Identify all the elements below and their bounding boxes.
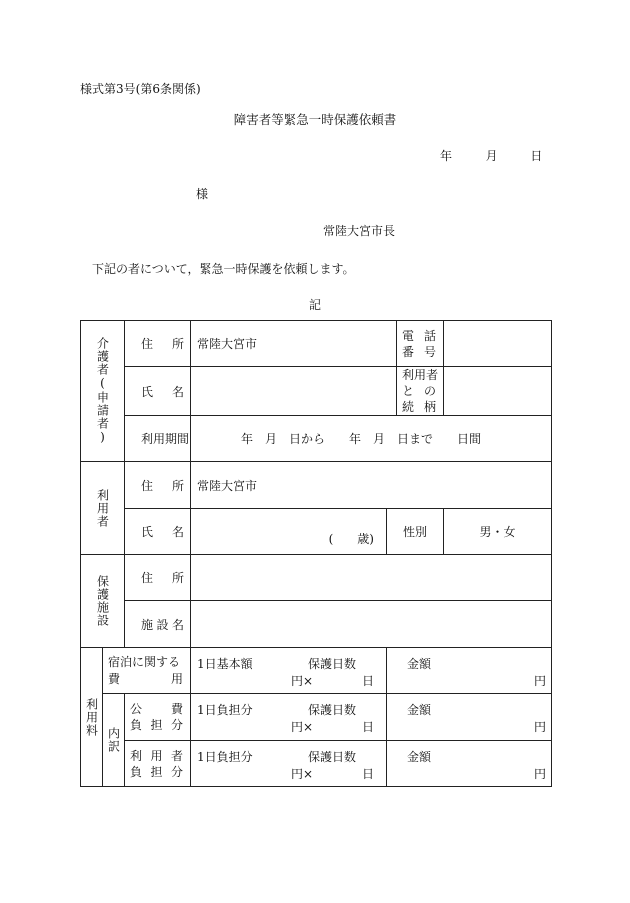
relation-label: 利 用 者 と の 続 柄: [397, 367, 444, 416]
lodging-amount-field[interactable]: 金額 円: [387, 648, 552, 694]
request-form-table: [80, 320, 552, 787]
date-year: 年: [440, 149, 453, 163]
user-address-field[interactable]: 常陸大宮市: [191, 462, 552, 509]
date-line: [440, 147, 542, 164]
caregiver-address-label: 住 所: [125, 321, 191, 367]
facility-group-label: 保護施設: [81, 555, 125, 648]
user-address-label: 住 所: [125, 462, 191, 509]
facility-name-field[interactable]: [191, 601, 552, 648]
facility-address-label: 住 所: [125, 555, 191, 601]
caregiver-name-field[interactable]: [191, 367, 397, 416]
public-share-amount-field[interactable]: 金額 円: [387, 694, 552, 741]
facility-address-field[interactable]: [191, 555, 552, 601]
caregiver-group-label: 介護者(申請者): [81, 321, 125, 462]
lodging-calc-field[interactable]: 1日基本額 保護日数 円× 日: [191, 648, 387, 694]
user-group-label: 利用者: [81, 462, 125, 555]
public-share-label: 公 費 負 担 分: [125, 694, 191, 741]
caregiver-name-label: 氏 名: [125, 367, 191, 416]
phone-label: 電 話 番 号: [397, 321, 444, 367]
period-field[interactable]: 年 月 日から 年 月 日まで 日間: [191, 416, 552, 462]
fee-group-label: 利用料: [81, 648, 103, 787]
lodging-label: 宿泊に関する 費 用: [103, 648, 191, 694]
document-title: 障害者等緊急一時保護依頼書: [233, 112, 397, 127]
relation-field[interactable]: [444, 367, 552, 416]
user-name-field[interactable]: ( 歳): [191, 509, 387, 555]
date-month: 月: [485, 149, 498, 163]
issuer: 常陸大宮市長: [323, 224, 396, 238]
breakdown-label: 内訳: [103, 694, 125, 787]
user-share-label: 利 用 者 負 担 分: [125, 741, 191, 787]
gender-field[interactable]: 男・女: [444, 509, 552, 555]
addressee-suffix: 様: [196, 187, 209, 201]
gender-label: 性別: [387, 509, 444, 555]
date-day: 日: [530, 149, 543, 163]
phone-field[interactable]: [444, 321, 552, 367]
form-number: 様式第3号(第6条関係): [80, 82, 201, 96]
period-label: 利 用 期 間: [125, 416, 191, 462]
caregiver-address-field[interactable]: 常陸大宮市: [191, 321, 397, 367]
user-name-label: 氏 名: [125, 509, 191, 555]
intro-text: 下記の者について，緊急一時保護を依頼します。: [92, 262, 355, 276]
user-share-calc-field[interactable]: 1日負担分 保護日数 円× 日: [191, 741, 387, 787]
public-share-calc-field[interactable]: 1日負担分 保護日数 円× 日: [191, 694, 387, 741]
user-share-amount-field[interactable]: 金額 円: [387, 741, 552, 787]
ki-mark: 記: [308, 298, 321, 312]
facility-name-label: 施 設 名: [125, 601, 191, 648]
